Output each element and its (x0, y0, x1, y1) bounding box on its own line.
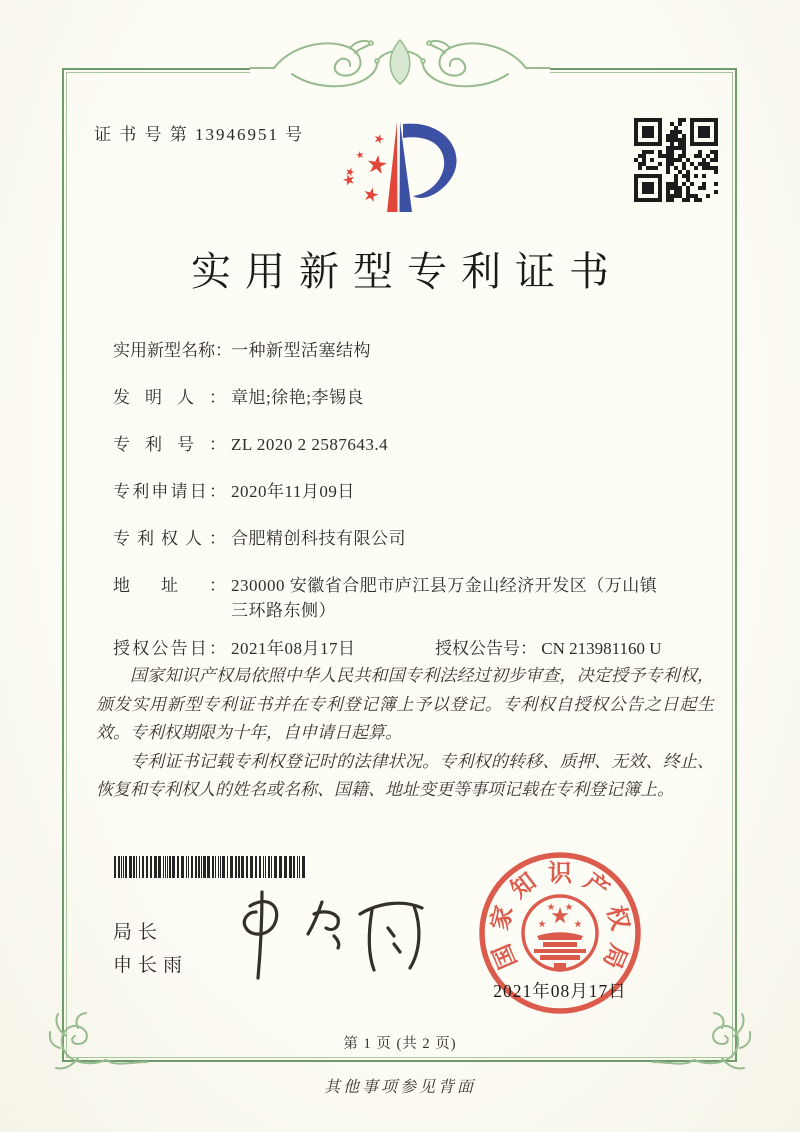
signer-name: 申长雨 (113, 955, 189, 976)
field-rows (113, 338, 713, 623)
field-label: 发明人： (113, 388, 226, 407)
top-scroll-ornament-icon (250, 30, 550, 98)
field-row (113, 479, 713, 505)
field-value: 章旭;徐艳;李锡良 (231, 388, 364, 407)
grant-date-value: 2021年08月17日 (231, 639, 356, 658)
field-row (113, 432, 713, 458)
seal-text-char: 知 (506, 868, 542, 904)
legal-paragraphs (96, 662, 714, 805)
field-label: 专利权人： (113, 529, 226, 548)
seal-date: 2021年08月17日 (493, 981, 627, 1001)
grant-date-label: 授权公告日： (113, 639, 226, 658)
certificate-number: 证 书 号 第 13946951 号 (94, 125, 305, 144)
field-row (113, 338, 713, 364)
signature-icon (222, 884, 432, 984)
fields-section (113, 338, 713, 662)
seal-text-char: 家 (487, 903, 519, 933)
seal-text-char: 产 (578, 868, 614, 904)
grant-number-value: CN 213981160 U (541, 639, 662, 658)
signer-title: 局长 (113, 922, 164, 943)
page-number: 第 1 页 (共 2 页) (343, 1036, 457, 1052)
certificate-title: 实用新型专利证书 (191, 249, 623, 294)
back-side-note: 其他事项参见背面 (323, 1079, 476, 1096)
field-label: 实用新型名称： (113, 341, 232, 360)
signer-block (113, 916, 188, 982)
field-value: 合肥精创科技有限公司 (231, 529, 406, 548)
qr-code-icon (632, 116, 720, 204)
national-emblem-icon (523, 896, 597, 970)
barcode-icon (114, 856, 312, 878)
grant-number-pair (435, 636, 662, 662)
field-label: 地址： (113, 576, 226, 595)
paragraph: 专利证书记载专利权登记时的法律状况。专利权的转移、质押、无效、终止、恢复和专利权人的姓名或名称、国籍、地址变更等事项记载在专利登记簿上。 (96, 751, 714, 799)
seal-text-char: 国 (489, 939, 523, 973)
field-value: ZL 2020 2 2587643.4 (231, 435, 389, 454)
logo-stars-icon (342, 133, 388, 203)
cnipa-logo-icon (323, 110, 473, 235)
field-label: 专利号： (113, 435, 226, 454)
field-row (113, 573, 713, 623)
field-label: 专利申请日： (113, 482, 226, 501)
field-value: 230000 安徽省合肥市庐江县万金山经济开发区（万山镇三环路东侧） (231, 576, 658, 620)
grant-row (113, 636, 713, 662)
seal-text-char: 识 (548, 861, 572, 887)
field-value: 2020年11月09日 (231, 482, 355, 501)
field-value: 一种新型活塞结构 (231, 341, 371, 360)
field-row (113, 526, 713, 552)
field-row (113, 385, 713, 411)
grant-number-label: 授权公告号： (435, 639, 537, 658)
seal-text-char: 局 (597, 939, 631, 973)
paragraph: 国家知识产权局依照中华人民共和国专利法经过初步审查，决定授予专利权，颁发实用新型专利证书并在专利登记簿上予以登记。专利权自授权公告之日起生效。专利权期限为十年，自申请日起算。 (96, 666, 714, 742)
seal-text-char: 权 (601, 903, 633, 933)
